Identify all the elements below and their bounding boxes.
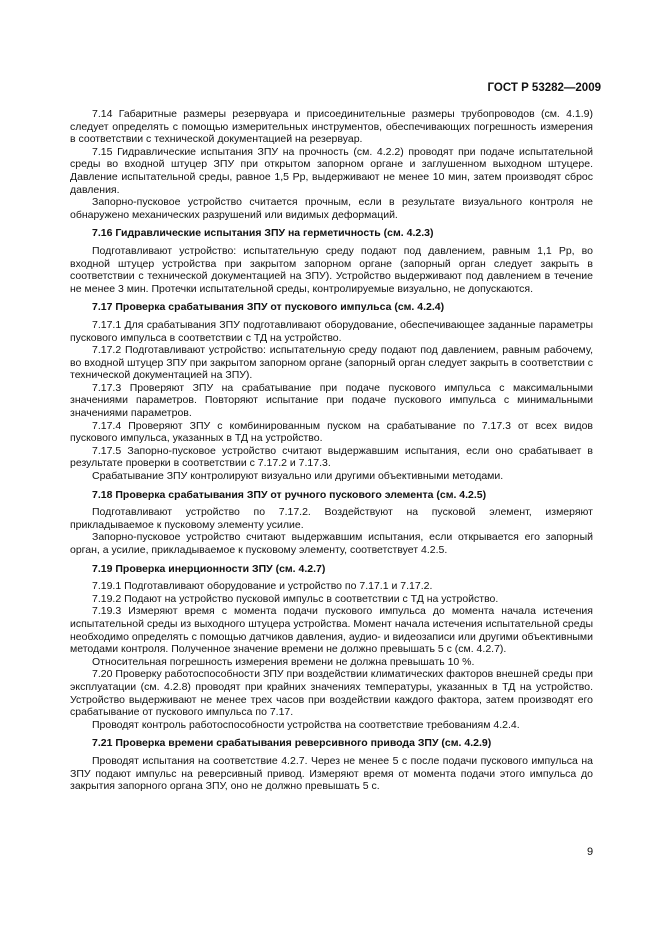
- paragraph-7-15: 7.15 Гидравлические испытания ЗПУ на прочность (см. 4.2.2) проводят при подаче испытательной среды во входной штуцер ЗПУ при открытом запорном органе и заглушенном выходном штуцере. Давление испытательной среды, равное 1,5 Pр, выдерживают не менее 10 мин, затем производят сброс давления.: [70, 145, 593, 196]
- paragraph-text: Запорно-пусковое устройство считается прочным, если в результате визуального контроля не обнаружено механических разрушений или видимых деформаций.: [70, 196, 593, 221]
- paragraph-7-17-2: 7.17.2 Подготавливают устройство: испытательную среду подают под давлением, равным рабочему, во входной штуцер ЗПУ при закрытом запорном органе (запорный орган следует закрыть в соответствии с технической документацией на ЗПУ).: [70, 344, 593, 382]
- paragraph-text: Срабатывание ЗПУ контролируют визуально или другими объективными методами.: [92, 470, 504, 483]
- paragraph-text: Подготавливают устройство: испытательную среду подают под давлением, равным 1,1 Pр, во входной штуцер устройства при закрытом запорном органе (запорный орган следует закрыть в соответствии с технической документацией на ЗПУ). Устройство выдерживают под давлением в течение не менее 3 мин. Протечки испытательной среды, контролируемые визуально, не допускаются.: [70, 244, 593, 295]
- document-number: ГОСТ Р 53282—2009: [487, 82, 601, 94]
- paragraph-7-17-4: 7.17.4 Проверяют ЗПУ с комбинированным пуском на срабатывание по 7.17.3 от всех видов пускового импульса, указанных в ТД на устройство.: [70, 419, 593, 445]
- section-heading-7-21: 7.21 Проверка времени срабатывания реверсивного привода ЗПУ (см. 4.2.9): [92, 737, 492, 750]
- document-body: [70, 108, 593, 793]
- section-heading-7-19: 7.19 Проверка инерционности ЗПУ (см. 4.2.7): [92, 562, 326, 575]
- paragraph-text: Подготавливают устройство по 7.17.2. Воздействуют на пусковой элемент, измеряют прикладываемое к пусковому элементу усилие.: [70, 506, 593, 531]
- section-heading-7-18: 7.18 Проверка срабатывания ЗПУ от ручного пускового элемента (см. 4.2.5): [92, 488, 487, 501]
- paragraph-text: Запорно-пусковое устройство считают выдержавшим испытания, если открывается его запорный орган, а усилие, прикладываемое к пусковому элементу, соответствует 4.2.5.: [70, 531, 593, 556]
- paragraph-7-19-3: 7.19.3 Измеряют время с момента подачи пускового импульса до момента начала истечения испытательной среды из выходного штуцера устройства. Момент начала истечения испытательной среды необходимо определять с помощью датчиков давления, аудио- и видеозаписи или другими объективными методами контроля. Полученное значение времени не должно превышать 5 с (см. 4.2.7).: [70, 605, 593, 656]
- paragraph-text: Проводят контроль работоспособности устройства на соответствие требованиям 4.2.4.: [92, 718, 520, 731]
- paragraph-7-17-3: 7.17.3 Проверяют ЗПУ на срабатывание при подаче пускового импульса с максимальными значениями параметров. Повторяют испытание при подаче пускового импульса с минимальными значениями параметров.: [70, 381, 593, 420]
- paragraph-7-17-5: 7.17.5 Запорно-пусковое устройство считают выдержавшим испытания, если оно срабатывает в результате проверки в соответствии с 7.17.2 и 7.17.3.: [70, 444, 593, 470]
- paragraph-7-19-2: 7.19.2 Подают на устройство пусковой импульс в соответствии с ТД на устройство.: [92, 592, 499, 605]
- section-heading-7-17: 7.17 Проверка срабатывания ЗПУ от пускового импульса (см. 4.2.4): [92, 301, 445, 314]
- paragraph-7-14: 7.14 Габаритные размеры резервуара и присоединительные размеры трубопроводов (см. 4.1.9) следует определять с помощью измерительных инструментов, обеспечивающих погрешность измерения в соответствии с технической документацией на резервуар.: [70, 108, 593, 146]
- paragraph-text: Проводят испытания на соответствие 4.2.7. Через не менее 5 с после подачи пускового импульса на ЗПУ подают импульс на реверсивный привод. Измеряют время от момента подачи этого импульса до закрытия запорного органа ЗПУ, оно не должно превышать 5 с.: [70, 754, 593, 793]
- page-number: 9: [587, 846, 594, 858]
- paragraph-7-20: 7.20 Проверку работоспособности ЗПУ при воздействии климатических факторов внешней среды при эксплуатации (см. 4.2.8) проводят при крайних значениях температуры, указанных в ТД на устройство. Устройство выдерживают не менее трех часов при воздействии каждого фактора, затем производят его срабатывание от пускового импульса по 7.17.: [70, 668, 593, 719]
- paragraph-7-19-1: 7.19.1 Подготавливают оборудование и устройство по 7.17.1 и 7.17.2.: [92, 580, 433, 593]
- section-heading-7-16: 7.16 Гидравлические испытания ЗПУ на герметичность (см. 4.2.3): [92, 227, 434, 240]
- paragraph-text: Относительная погрешность измерения времени не должна превышать 10 %.: [92, 655, 475, 668]
- paragraph-7-17-1: 7.17.1 Для срабатывания ЗПУ подготавливают оборудование, обеспечивающее заданные параметры пускового импульса в соответствии с ТД на устройство.: [70, 318, 593, 344]
